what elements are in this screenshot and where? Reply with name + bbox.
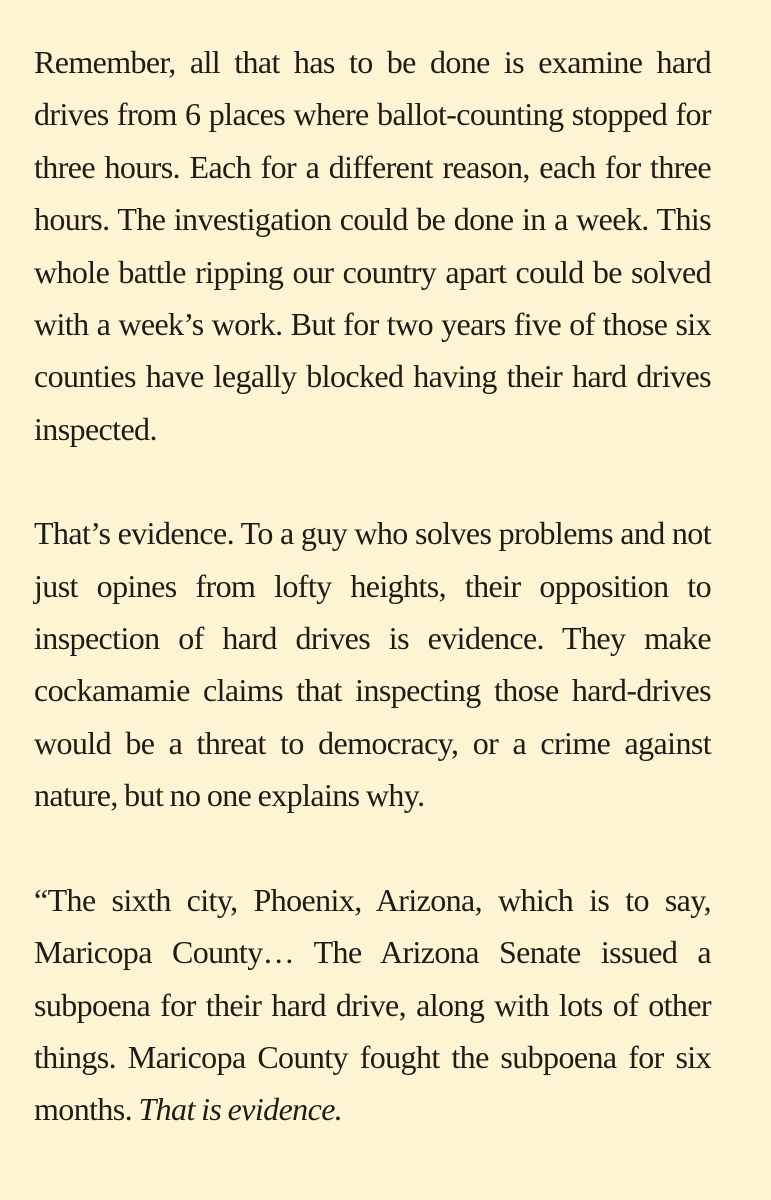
paragraph-1	[34, 36, 711, 455]
paragraph-3-emphasis: That is evidence.	[138, 1091, 343, 1128]
paragraph-3	[34, 874, 711, 1136]
paragraph-2	[34, 507, 711, 821]
paragraph-1-text: Remember, all that has to be done is examine hard drives from 6 places where ballot-counting stopped for three hours. Each for a different reason, each for three hours. The investigation could be done in a week. This whole battle ripping our country apart could be solved with a week’s work. But for two years five of those six counties have legally blocked having their hard drives inspected.	[34, 44, 711, 447]
paragraph-2-text: That’s evidence. To a guy who solves problems and not just opines from lofty heights, their opposition to inspection of hard drives is evidence. They make cockamamie claims that inspecting those hard-drives would be a threat to democracy, or a crime against nature, but no one explains why.	[34, 515, 711, 814]
paragraph-3-text: “The sixth city, Phoenix, Arizona, which is to say, Maricopa County… The Arizona Senate issued a subpoena for their hard drive, along with lots of other things. Maricopa County fought the subpoena for six months.	[34, 881, 711, 1128]
